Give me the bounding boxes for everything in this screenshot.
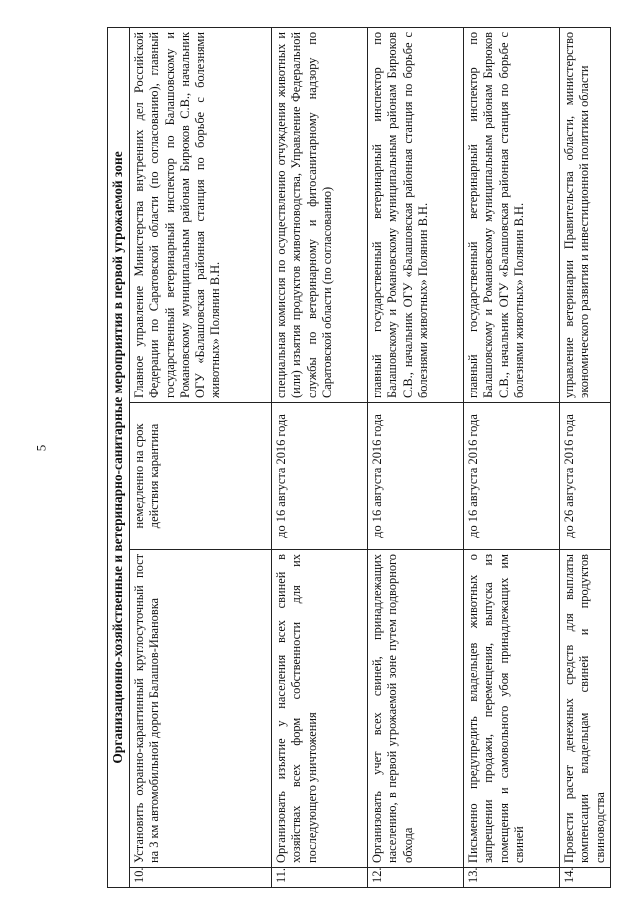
row-term — [368, 403, 464, 550]
row-responsible: Главное управление Министерства внутренних дел Российской Федерации по Саратовской области (по согласованию), главный государственный ветеринарный инспектор по Балашовскому и Романовскому муниципальным районам Бирюков С.В., начальник ОГУ «Балашовская районная станция по борьбе с болезнями животных» Полянин В.Н. — [130, 27, 272, 402]
table-row — [560, 27, 610, 887]
row-term — [560, 403, 610, 550]
row-action: Письменно предупредить владельцев животных о запрещении продажи, перемещения, выпуска из помещения и самовольного убоя принадлежащих им свиней — [464, 550, 560, 868]
section-title: Организационно-хозяйственные и ветеринарно-санитарные мероприятия в первой угрожаемой зоне — [108, 27, 130, 887]
section-header-row — [108, 27, 130, 887]
table-row — [464, 27, 560, 887]
row-term-text: немедленно на срок действия карантина — [132, 423, 162, 529]
row-action: Установить охранно-карантинный круглосуточный пост на 3 км автомобильной дороги Балашов-Ивановка — [130, 550, 272, 868]
measures-table — [107, 27, 611, 888]
row-responsible: управление ветеринарии Правительства области, министерство экономического развития и инвестиционной политики области — [560, 27, 610, 402]
row-term-text: до 26 августа 2016 года — [562, 414, 577, 538]
rotated-page-content — [107, 28, 607, 888]
row-term-text: до 16 августа 2016 года — [274, 414, 289, 538]
table-row — [368, 27, 464, 887]
row-number: 13. — [464, 868, 560, 888]
row-term-text: до 16 августа 2016 года — [466, 414, 481, 538]
row-term — [130, 403, 272, 550]
row-term — [272, 403, 368, 550]
table-row — [130, 27, 272, 887]
row-responsible: главный государственный ветеринарный инспектор по Балашовскому и Романовскому муниципальным районам Бирюков С.В., начальник ОГУ «Балашовская районная станция по борьбе с болезнями животных» Полянин В.Н. — [368, 27, 464, 402]
row-action: Организовать изъятие у населения всех свиней в хозяйствах всех форм собственности для их последующего уничтожения — [272, 550, 368, 868]
row-number: 10. — [130, 868, 272, 888]
row-term-text: до 16 августа 2016 года — [370, 414, 385, 538]
row-action: Провести расчет денежных средств для выплаты компенсации владельцам свиней и продуктов свиноводства — [560, 550, 610, 868]
row-responsible: специальная комиссия по осуществлению отчуждения животных и (или) изъятия продуктов животноводства, Управление Федеральной службы по ветеринарному и фитосанитарному надзору по Саратовской области (по согласованию) — [272, 27, 368, 402]
row-responsible: главный государственный ветеринарный инспектор по Балашовскому и Романовскому муниципальным районам Бирюков С.В., начальник ОГУ «Балашовская районная станция по борьбе с болезнями животных» Полянин В.Н. — [464, 27, 560, 402]
table-row — [272, 27, 368, 887]
row-action: Организовать учет всех свиней, принадлежащих населению, в первой угрожаемой зоне путем подворного обхода — [368, 550, 464, 868]
page-number: 5 — [33, 444, 49, 452]
row-number: 12. — [368, 868, 464, 888]
row-number: 14. — [560, 868, 610, 888]
row-term — [464, 403, 560, 550]
row-number: 11. — [272, 868, 368, 888]
